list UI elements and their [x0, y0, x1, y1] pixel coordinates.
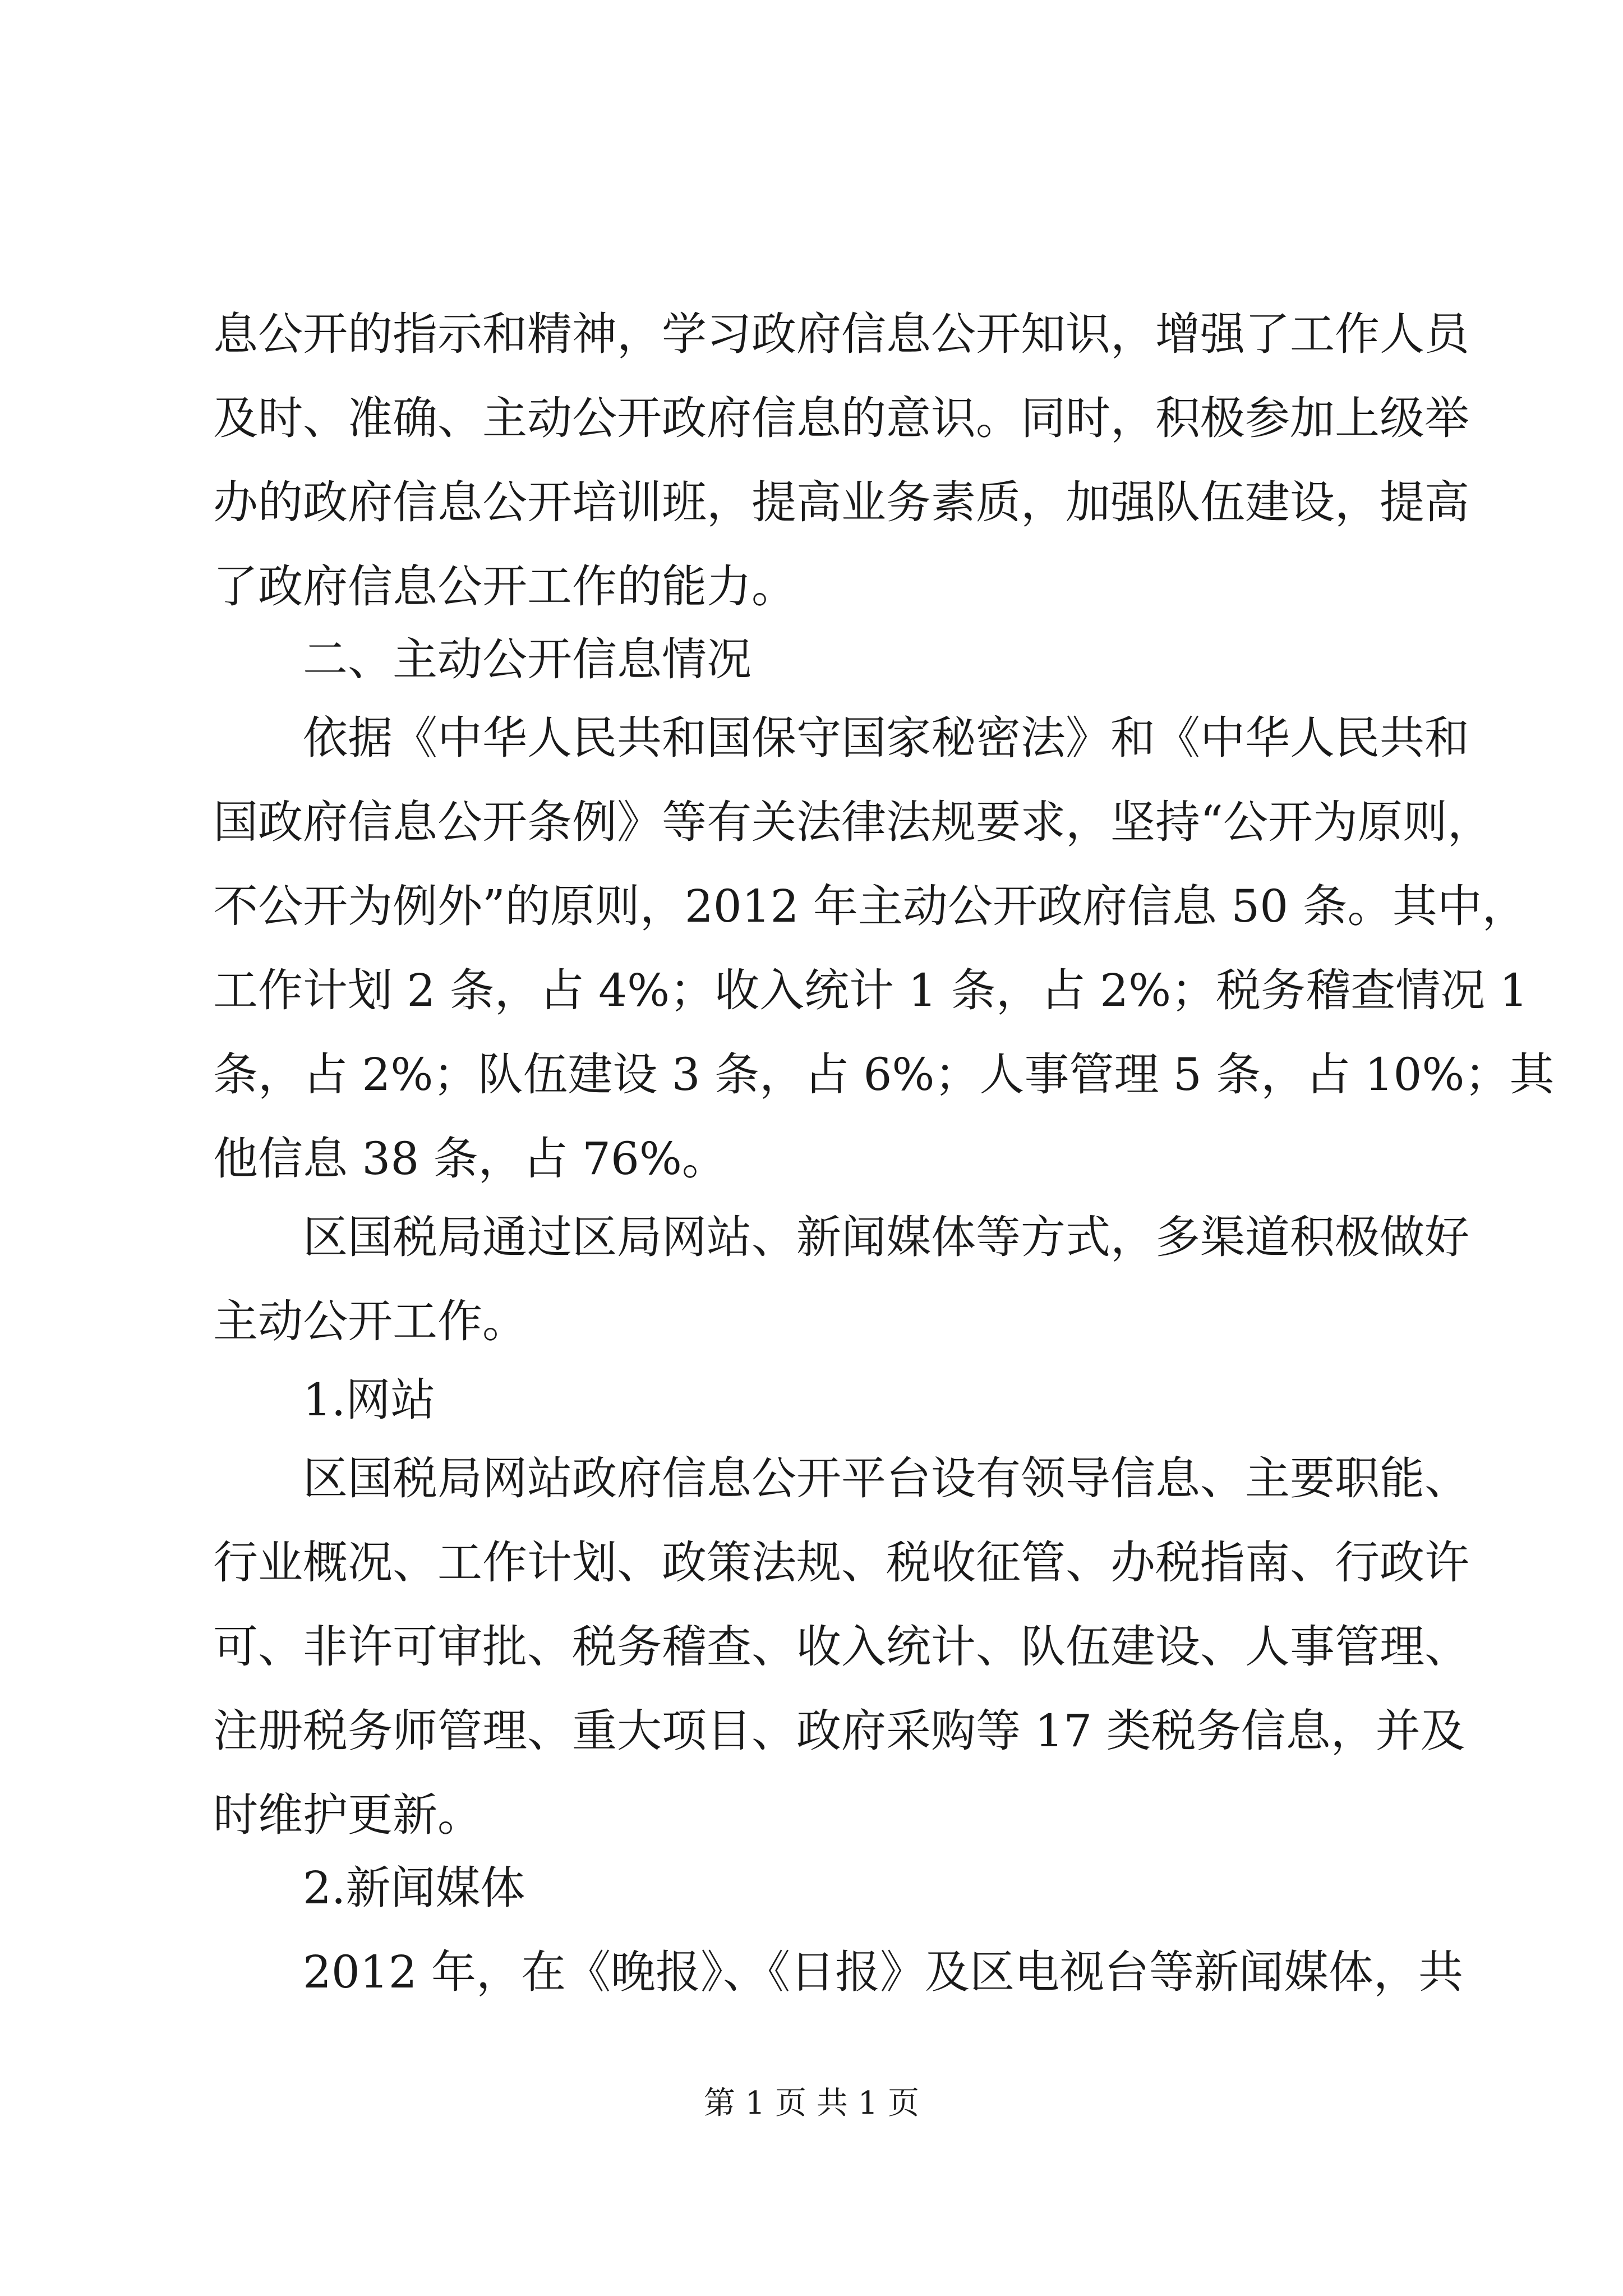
text-line-content: 时维护更新。	[213, 1789, 482, 1841]
text-line	[0, 390, 1623, 447]
text-line-content: 注册税务师管理、重大项目、政府采购等 17 类税务信息，并及	[213, 1705, 1465, 1757]
text-line-content: 区国税局通过区局网站、新闻媒体等方式，多渠道积极做好	[303, 1211, 1469, 1263]
text-line	[0, 963, 1623, 1019]
text-line	[0, 1047, 1623, 1103]
text-line-content: 国政府信息公开条例》等有关法律法规要求，坚持“公开为原则，	[213, 796, 1492, 848]
subsection-heading	[0, 1860, 1623, 1916]
text-line	[0, 1131, 1623, 1187]
text-line	[0, 1787, 1623, 1843]
text-line-content: 行业概况、工作计划、政策法规、税收征管、办税指南、行政许	[213, 1536, 1469, 1589]
text-line-content: 可、非许可审批、税务稽查、收入统计、队伍建设、人事管理、	[213, 1621, 1469, 1673]
text-line-content: 及时、准确、主动公开政府信息的意识。同时，积极参加上级举	[213, 392, 1469, 444]
text-line-content: 息公开的指示和精神，学习政府信息公开知识，增强了工作人员	[213, 308, 1469, 360]
text-line-content: 条，占 2%；队伍建设 3 条，占 6%；人事管理 5 条，占 10%；其	[213, 1048, 1555, 1101]
text-line	[0, 475, 1623, 531]
subsection-heading-text: 1.网站	[303, 1374, 436, 1426]
text-line-content: 不公开为例外”的原则，2012 年主动公开政府信息 50 条。其中，	[213, 880, 1527, 932]
text-line-content: 工作计划 2 条，占 4%；收入统计 1 条，占 2%；税务稽查情况 1	[213, 964, 1528, 1016]
text-line	[0, 1703, 1623, 1759]
text-line-content: 依据《中华人民共和国保守国家秘密法》和《中华人民共和	[303, 712, 1469, 764]
text-line-content: 办的政府信息公开培训班，提高业务素质，加强队伍建设，提高	[213, 476, 1469, 528]
text-line	[0, 1209, 1623, 1266]
text-line	[0, 559, 1623, 615]
text-line	[0, 710, 1623, 766]
section-heading-text: 二、主动公开信息情况	[303, 633, 751, 685]
subsection-heading	[0, 1372, 1623, 1428]
text-line-content: 区国税局网站政府信息公开平台设有领导信息、主要职能、	[303, 1452, 1469, 1504]
text-line	[0, 794, 1623, 850]
text-line	[0, 1294, 1623, 1350]
text-line	[0, 1619, 1623, 1675]
text-line	[0, 1944, 1623, 2000]
page-footer: 第 1 页 共 1 页	[703, 2085, 920, 2122]
text-line-content: 主动公开工作。	[213, 1295, 527, 1347]
text-line-content: 2012 年，在《晚报》、《日报》及区电视台等新闻媒体，共	[303, 1946, 1464, 1998]
text-line-content: 了政府信息公开工作的能力。	[213, 560, 796, 613]
text-line	[0, 878, 1623, 935]
text-line	[0, 1535, 1623, 1591]
text-line	[0, 306, 1623, 362]
text-line	[0, 1451, 1623, 1507]
text-line-content: 他信息 38 条，占 76%。	[213, 1133, 727, 1185]
section-heading	[0, 632, 1623, 688]
subsection-heading-text: 2.新闻媒体	[303, 1862, 525, 1914]
